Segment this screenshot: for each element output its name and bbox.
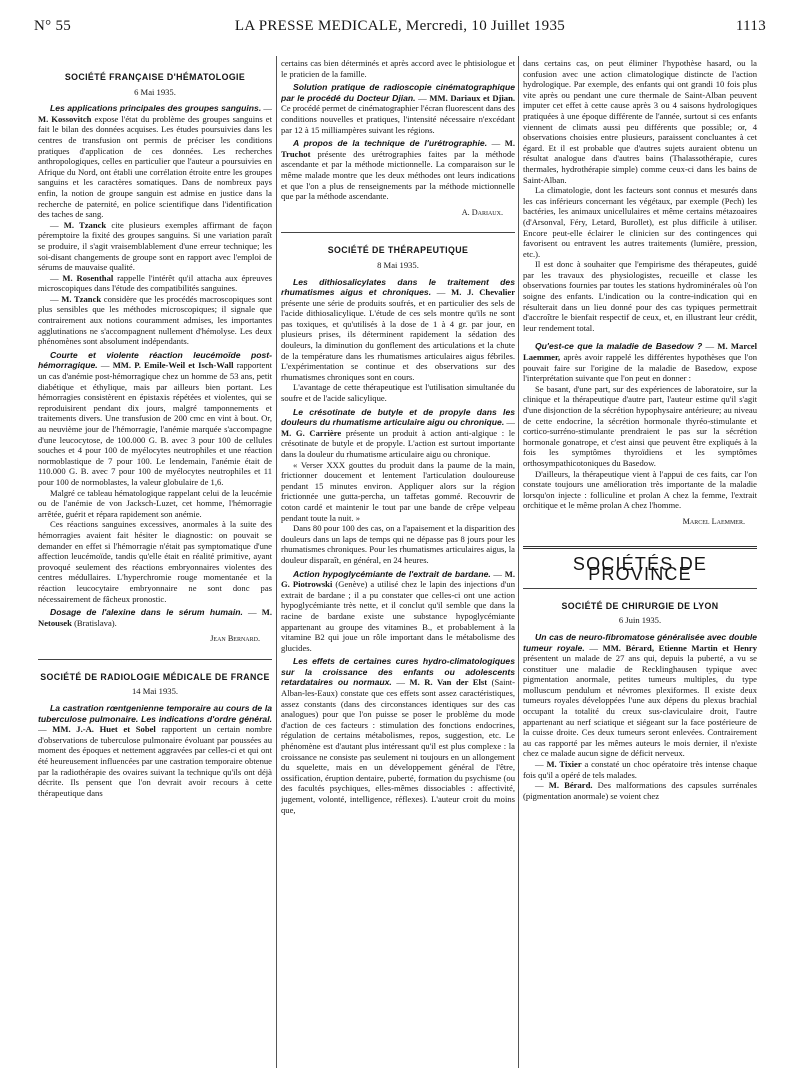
comment-text: a constaté un choc opératoire très intense chaque fois qu'il a opéré de tels malades.: [523, 759, 757, 780]
column-separator: [276, 56, 277, 1068]
comment-text: cite plusieurs exemples affirmant de façon péremptoire la fixité des groupes sanguins. Si une variation paraît se produire, il s'agit vraisemblablement d'une erreur technique; les soi-disant changements de groupe sont en rapport avec l'emploi de sérums de mauvaise qualité.: [38, 219, 272, 273]
column-3: [523, 58, 757, 1070]
article-author: MM. Dariaux et Djian.: [429, 92, 515, 103]
article: Courte et violente réaction leucémoïde post-hémorragique. — MM. P. Emile-Weil et Isch-Wall rapportent un cas d'anémie post-hémorragique chez un homme de 53 ans, petit diabétique et éthylique, mais par ailleurs bien portant. Les hémorragies consistèrent en épistaxis répétées et violentes, qui se reproduisirent pendant dix jours, malgré tamponnements et traitements divers. Une transfusion de 200 cmc en vint à bout. Or, au neuvième jour de l'hémorragie, l'anémie marquée s'accompagne d'une leucocytose, de 100.000 G. B. avec 3 pour 100 de cellules souches et 4 pour 100 de myélocytes neutrophiles et une réaction normoblastique de 7 pour 100. Le lendemain, l'anémie était de 110.000 G. B. avec 7 pour 100 de myélocytes neutrophiles et 11 pour 100 de normoblastes, la valeur globulaire de 1,6.: [38, 349, 272, 487]
signature: Jean Bernard.: [210, 634, 260, 644]
signature: A. Dariaux.: [461, 207, 503, 217]
paragraph: D'ailleurs, la thérapeutique vient à l'appui de ces faits, car l'on constate toujours une amélioration très importante de la maladie lorsqu'on injecte : folliculine et prolan A chez la femme, l'extrait orchitique et le même prolan A chez l'homme.: [523, 468, 757, 511]
article: Un cas de neuro-fibromatose généralisée avec double tumeur royale. — MM. Bérard, Etienne Martin et Henry présentent un malade de 27 ans qui, depuis la puberté, a vu se constituer une maladie de Recklinghausen typique avec pigmentation anormale, petites tumeurs multiples, du type molluscum pendulum et névromes plexiformes. Il existe deux tumeurs royales développées l'une aux dépens du plexus brachial occupant la totalité du creux sus-claviculaire droit, l'autre appartenant au nerf sciatique et siégeant sur la face postérieure de la cuisse droite. Ces deux tumeurs seront enlevées. Contrairement au cas rapporté par les mêmes auteurs le mois dernier, il n'existe chez ce malade aucun signe de déficit nerveux.: [523, 631, 757, 759]
article-author: MM. J.-A. Huet et Sobel: [52, 724, 156, 735]
section-divider: [523, 546, 757, 549]
comment: — M. Tixier a constaté un choc opératoire très intense chaque fois qu'il a opéré de tels malades.: [523, 759, 757, 780]
page-number: 1113: [735, 18, 766, 34]
section-divider: [38, 659, 272, 660]
article-text: rapportent un cas d'anémie post-hémorragique chez un homme de 53 ans, petit diabétique et éthylique, mais par ailleurs bien portant. Les hémorragies consistèrent en épistaxis répétées et violentes, qui se reproduisirent pendant dix jours, malgré tamponnements et traitements divers. Une transfusion de 200 cmc en vint à bout. Or, au neuvième jour de l'hémorragie, l'anémie marquée s'accompagne d'une leucocytose, de 100.000 G. B. avec 3 pour 100 de cellules souches et 4 pour 100 de myélocytes neutrophiles et une réaction normoblastique de 7 pour 100. Le lendemain, l'anémie était de 110.000 G. B. avec 7 pour 100 de myélocytes neutrophiles et 11 pour 100 de normoblastes, la valeur globulaire de 1,6.: [38, 360, 272, 487]
article-title: Les effets de certaines cures hydro-climatologiques sur la croissance des enfants ou adolescents retardataires ou normaux.: [281, 656, 515, 688]
article-title: Action hypoglycémiante de l'extrait de bardane.: [293, 568, 491, 579]
article-author: M. Marcel Laemmer,: [523, 341, 757, 363]
comment-author: M. Tzanck: [63, 219, 107, 230]
article: Solution pratique de radioscopie cinématographique par le procédé du Docteur Djian. — MM. Dariaux et Djian. Ce procédé permet de cinématographier l'écran fluorescent dans des conditions nouvelles et pratiques, l'intensité nécessaire n'excédant par 12 à 15 milliampères suivant les régions.: [281, 82, 515, 135]
column-separator: [518, 56, 519, 1068]
comment-text: Des malformations des capsules surrénales (pigmentation anormale) se voient chez: [523, 780, 757, 801]
article-author: M. Netousek: [38, 607, 272, 628]
article-text: après avoir rappelé les différentes hypothèses que l'on pouvait faire sur l'origine de la maladie de Basedow, expose l'interprétation suivante que l'on peut en donner :: [523, 352, 757, 384]
section-divider: [281, 232, 515, 233]
signature: Marcel Laemmer.: [682, 516, 745, 526]
article-author: M. R. Van der Elst: [409, 677, 488, 688]
section-heading: SOCIÉTÉ DE CHIRURGIE DE LYON: [561, 600, 719, 611]
journal-title: LA PRESSE MEDICALE, Mercredi, 10 Juillet 1935: [234, 18, 566, 34]
comment-text: rappelle l'intérêt qu'il attacha aux épreuves microscopiques dans l'étude des compatibilités sanguines.: [38, 272, 272, 294]
article-title: A propos de la technique de l'urétrographie.: [293, 138, 488, 149]
section-date: 14 Mai 1935.: [131, 686, 179, 697]
article-title: Courte et violente réaction leucémoïde post-hémorragique.: [38, 349, 272, 371]
article-author: M. Kossovitch: [38, 113, 92, 124]
section-divider: [523, 588, 757, 589]
article-title: Qu'est-ce que la maladie de Basedow ?: [535, 341, 703, 352]
article: Les applications principales des groupes sanguins. — M. Kossovitch expose l'état du problème des groupes sanguins et fait le bilan des données acquises. Les études poursuivies dans les centres de transfusion ont permis de préciser les conditions pratiques d'application de ces données. Les recherches anthropologiques, celles en particulier que l'auteur a poursuivies en Afrique du Nord, ont établi une corrélation étroite entre les groupes sanguins et les caractères somatiques. Dans de nombreux pays enfin, la notion de groupe sanguin est admise en justice dans la recherche de paternité, en police scientifique dans l'identification des taches de sang.: [38, 103, 272, 220]
article-title: Solution pratique de radioscopie cinématographique par le procédé du Docteur Djian.: [281, 82, 515, 103]
section-heading: SOCIÉTÉ DE RADIOLOGIE MÉDICALE DE FRANCE: [40, 671, 270, 682]
article: Action hypoglycémiante de l'extrait de bardane. — M. G. Piotrowski (Genève) a utilisé chez le lapin des injections d'un extrait de bardane ; il a pu constater que celles-ci ont une action hypoglycémiante très nette, et il conclut qu'il semble que dans la racine de bardane existe une substance hypoglycémiante appartenant au groupe des vitamines B., et probablement à la vitamine B2 qui joue un rôle important dans le métabolisme des glucides.: [281, 568, 515, 653]
comment-author: M. Bérard.: [548, 780, 593, 791]
paragraph: L'avantage de cette thérapeutique est l'utilisation simultanée du soufre et de l'acide salicylique.: [281, 382, 515, 404]
article-text: présente une série de produits soufrés, et en particulier des sels de l'acide dithiosalicylique. L'étude de ces sels montre qu'ils ne sont pas toxiques, et qu'utilisés à la dose de 1 à 4 gr. par jour, en plusieurs prises, ils déterminent rapidement la sédation des douleurs, la diminution du gonflement des articulations et la chute de la température dans les rhumatismes articulaires aigus fébriles. L'expérimentation se continue et des observations sur des rhumatismes chroniques sont en cours.: [281, 297, 515, 382]
section-date: 8 Mai 1935.: [377, 259, 419, 270]
comment: — M. Tzanck cite plusieurs exemples affirmant de façon péremptoire la fixité des groupes sanguins. Si une variation paraît se produire, il s'agit vraisemblablement d'une erreur technique; les soi-disant changements de groupe sont en rapport avec l'emploi de sérums de mauvaise qualité.: [38, 219, 272, 273]
comment-text: considère que les procédés macroscopiques sont plus sensibles que les méthodes microscopiques; il signale que contrairement aux notions couramment admises, les importantes agglutinations ne s'accompagnent nullement d'hémolyse. Les deux phénomènes sont absolument indépendants.: [38, 293, 272, 347]
article-author: M. G. Carrière: [281, 427, 342, 438]
issue-number: N° 55: [34, 18, 72, 34]
article-title: La castration rœntgenienne temporaire au cours de la tuberculose pulmonaire. Les indications d'ordre général.: [38, 703, 272, 724]
column-1: [38, 58, 272, 1070]
article-text: (Saint-Alban-les-Eaux) constate que ces effets sont assez caractéristiques, assez constants (dans des circonstances identiques sur des cas analogues) pour que l'on puisse se poser le problème du mode d'action de ces facteurs : stimulation des fonctions endocrines, régulation de certains métabolismes, repos, suggestion, etc. Le phénomène est d'autant plus intéressant qu'il est plus complexe : la croissance ne consiste pas seulement ni toujours en un allongement du squelette, mais en un développement général de l'être, ossification, éruption dentaire, puberté, formation du psychisme (ou des facultés psychiques, elles-mêmes dissociables : affectivité, jugement, volonté, intelligence, réflexes). L'auteur croit du moins que,: [281, 677, 515, 815]
section-heading: SOCIÉTÉ DE THÉRAPEUTIQUE: [327, 245, 469, 256]
comment: — M. Tzanck considère que les procédés macroscopiques sont plus sensibles que les méthodes microscopiques; il signale que contrairement aux notions couramment admises, les importantes agglutinations ne s'accompagnent nullement d'hémolyse. Les deux phénomènes sont absolument indépendants.: [38, 293, 272, 347]
article: Le crésotinate de butyle et de propyle dans les douleurs du rhumatisme articulaire aigu ou chronique. — M. G. Carrière présente un produit à action anti-algique : le crésotinate de butyle et de propyle. L'action est surtout importante dans la douleur du rhumatisme articulaire aigu ou chronique.: [281, 406, 515, 459]
comment: — M. Bérard. Des malformations des capsules surrénales (pigmentation anormale) se voient chez: [523, 780, 757, 801]
article-text: (Bratislava).: [74, 617, 117, 628]
paragraph: Dans 80 pour 100 des cas, on a l'apaisement et la disparition des douleurs dans un laps de temps qui ne dépasse pas 8 jours pour les rhumatismes chroniques. Pour les rhumatismes articulaires aigus, la douleur disparaît, en général, en 24 heures.: [281, 523, 515, 565]
article-text: Ce procédé permet de cinématographier l'écran fluorescent dans des conditions nouvelles et pratiques, l'intensité nécessaire n'excédant par 12 à 15 milliampères suivant les régions.: [281, 103, 515, 135]
comment: — M. Rosenthal rappelle l'intérêt qu'il attacha aux épreuves microscopiques dans l'étude des compatibilités sanguines.: [38, 272, 272, 294]
column-2: [281, 58, 515, 1070]
paragraph: certains cas bien déterminés et après accord avec le phtisiologue et le praticien de la famille.: [281, 58, 515, 79]
page-header: [34, 18, 766, 40]
article: La castration rœntgenienne temporaire au cours de la tuberculose pulmonaire. Les indications d'ordre général. — MM. J.-A. Huet et Sobel rapportent un certain nombre d'observations de tuberculose pulmonaire évoluant par poussées au moment des époques et nettement aggravées par celles-ci et qui ont été heureusement influencées par une castration temporaire obtenue par la radiothérapie des ovaires suivant la technique qu'ils ont déjà décrite. Ils pensent que l'on devrait avoir recours à cette thérapeutique dans: [38, 703, 272, 798]
article-title: Les dithiosalicylates dans le traitement des rhumatismes aigus et chroniques.: [281, 276, 515, 298]
big-heading: SOCIÉTÉS DE PROVINCE: [572, 553, 708, 585]
paragraph: « Verser XXX gouttes du produit dans la paume de la main, frictionner doucement et lentement l'articulation douloureuse pendant 15 minutes environ. Appliquer alors sur la région frictionnée une gutta-percha, un taffetas gommé. Recouvrir de coton cardé et maintenir le tout par une bande de crêpe velpeau pendant toute la nuit. »: [281, 459, 515, 523]
article-text: présente un produit à action anti-algique : le crésotinate de butyle et de propyle. L'action est surtout importante dans la douleur du rhumatisme articulaire aigu ou chronique.: [281, 427, 515, 459]
article-text: expose l'état du problème des groupes sanguins et fait le bilan des données acquises. Les études poursuivies dans les centres de transfusion ont permis de préciser les conditions pratiques d'application de ces données. Les recherches anthropologiques, celles en particulier que l'auteur a poursuivies en Afrique du Nord, ont établi une corrélation étroite entre les groupes sanguins et les caractères somatiques. Dans de nombreux pays enfin, la notion de groupe sanguin est admise en justice dans la recherche de paternité, en police scientifique dans l'identification des taches de sang.: [38, 113, 272, 220]
article: Qu'est-ce que la maladie de Basedow ? — M. Marcel Laemmer, après avoir rappelé les différentes hypothèses que l'on pouvait faire sur l'origine de la maladie de Basedow, expose l'interprétation suivante que l'on peut en donner :: [523, 341, 757, 384]
section-heading: SOCIÉTÉ FRANÇAISE D'HÉMATOLOGIE: [64, 72, 246, 82]
comment-author: M. Rosenthal: [62, 272, 114, 283]
article-title: Le crésotinate de butyle et de propyle dans les douleurs du rhumatisme articulaire aigu ou chronique.: [281, 406, 515, 428]
article-author: M. Truchot: [281, 138, 515, 159]
article-text: présente des urétrographies faites par la méthode ascendante et par la méthode mictionnelle. La comparaison sur le même malade montre que les deux méthodes ont leurs indications et que l'on a plus de renseignements par la méthode mictionnelle que par la méthode ascendante.: [281, 148, 515, 202]
article-title: Un cas de neuro-fibromatose généralisée avec double tumeur royale.: [523, 631, 757, 653]
paragraph: Ces réactions sanguines excessives, anormales à la suite des hémorragies avaient fait hésiter le diagnostic: on pouvait se demander en effet si l'hémorragie n'était pas symptomatique d'une affection leucémoïde, tandis qu'elle était en réalité primitive, ayant provoqué seulement des réactions embryonnaires violentes des centres médullaires. L'hyperchromie rouge momentanée et la réaction leucocytaire embryonnaire ne sont donc pas nécessairement de fâcheux pronostic.: [38, 519, 272, 604]
article: A propos de la technique de l'urétrographie. — M. Truchot présente des urétrographies faites par la méthode ascendante et par la méthode mictionnelle. La comparaison sur le même malade montre que les deux méthodes ont leurs indications et que l'on a plus de renseignements par la méthode mictionnelle que par la méthode ascendante.: [281, 138, 515, 202]
section-date: 6 Juin 1935.: [618, 615, 662, 626]
comment-author: M. Tzanck: [61, 293, 102, 304]
paragraph: La climatologie, dont les facteurs sont connus et mesurés dans les cas inférieurs concernant les végétaux, par exemple (Pech) les bactéries, les animaux unicellulaires et même certains métazoaires (d'Arsonval, Féry, Letard, Burollet), est plus difficile à utiliser. Encore peut-elle éclairer le clinicien sur des contingences qui favorisent ou entravent les autres traitements (lumière, pression, etc.).: [523, 185, 757, 259]
article: Les effets de certaines cures hydro-climatologiques sur la croissance des enfants ou adolescents retardataires ou normaux. — M. R. Van der Elst (Saint-Alban-les-Eaux) constate que ces effets sont assez caractéristiques, assez constants (dans des circonstances identiques sur des cas analogues) pour que l'on puisse se poser le problème du mode d'action de ces facteurs : stimulation des fonctions endocrines, régulation de certains métabolismes, repos, suggestion, etc. Le phénomène est d'autant plus intéressant qu'il est plus complexe : la croissance ne consiste pas seulement ni toujours en un allongement du squelette, mais en un développement général de l'être, ossification, éruption dentaire, puberté, formation du psychisme (ou des facultés psychiques, elles-mêmes dissociables : affectivité, jugement, volonté, intelligence, réflexes). L'auteur croit du moins que,: [281, 656, 515, 815]
article-title: Dosage de l'alexine dans le sérum humain.: [50, 607, 243, 618]
paragraph: Malgré ce tableau hématologique rappelant celui de la leucémie ou de l'anémie de von Jacksch-Luzet, cet homme, l'hémorragie arrêtée, guérit et répara rapidement son anémie.: [38, 487, 272, 519]
comment-author: M. Tixier: [546, 759, 582, 770]
article-author: M. G. Piotrowski: [281, 568, 515, 590]
article: Dosage de l'alexine dans le sérum humain. — M. Netousek (Bratislava).: [38, 607, 272, 628]
article-author: MM. P. Emile-Weil et Isch-Wall: [112, 360, 234, 371]
article-text: rapportent un certain nombre d'observations de tuberculose pulmonaire évoluant par poussées au moment des époques et nettement aggravées par celles-ci et qui ont été heureusement influencées par une castration temporaire obtenue par la radiothérapie des ovaires suivant la technique qu'ils ont déjà décrite. Ils pensent que l'on devrait avoir recours à cette thérapeutique dans: [38, 724, 272, 798]
article-text: présentent un malade de 27 ans qui, depuis la puberté, a vu se constituer une maladie de Recklinghausen typique avec pigmentation anormale, petites tumeurs multiples, du type molluscum pendulum et névromes plexiformes. Il existe deux tumeurs royales développées l'une aux dépens du plexus brachial occupant la totalité du creux sus-claviculaire droit, l'autre appartenant au nerf sciatique et siégeant sur la face postérieure de la cuisse droite. Ces deux tumeurs seront enlevées. Contrairement au cas rapporté par les mêmes auteurs le mois dernier, il n'existe chez ce malade aucun signe de déficit nerveux.: [523, 653, 757, 759]
article-title: Les applications principales des groupes sanguins.: [50, 103, 262, 114]
article-author: M. J. Chevalier: [451, 287, 515, 298]
paragraph: Il est donc à souhaiter que l'empirisme des thérapeutes, guidé par les travaux des physiologistes, recueille et classe les observations fournies par toutes les stations hydrominérales où l'on soigne des enfants. L'indication ou la contre-indication qui en résulterait dans un lieu donné pour des cas typiques permettrait d'accroître le bienfait respectif de ceux, et, en illustrant leur crédit, leur rendement total.: [523, 259, 757, 333]
paragraph: dans certains cas, on peut éliminer l'hypothèse hasard, ou la confusion avec une action climatologique distincte de l'action hydrologique. Par exemple, des enfants qui ont grandi 10 fois plus vite après ou pendant une cure thermale de Saint-Alban peuvent imputer cet effet à cette cause après 3 ou 4 saisons hydrologiques pratiquées à une époque différente de l'année, surtout si ces enfants viennent de climats aussi peu différents que possible; or, 4 observations choisies entre plusieurs, paraissent concluantes à cet égard. Et il est probable que d'autres sujets auraient obtenu un résultat analogue dans d'autres bains (Thalassothérapie, cures thermales, hydrothérapie simple) comme ceux-ci dans les bains de Saint-Alban.: [523, 58, 757, 185]
paragraph: Se basant, d'une part, sur des expériences de laboratoire, sur la clinique et la thérapeutique d'autre part, l'auteur estime qu'il s'agit d'une disjonction de la sécrétion hypophysaire antérieure; au niveau de cette endocrine, la sécrétion hormonale thyréo-stimulante et cortico-surréno-stimulante prendraient le pas sur la sécrétion hormonale gonatrope, et c'est ainsi que peuvent être expliqués à la fois les symptômes thyroïdiens et les symptômes orthosympathicotoniques du Basedow.: [523, 383, 757, 468]
article: Les dithiosalicylates dans le traitement des rhumatismes aigus et chroniques. — M. J. Chevalier présente une série de produits soufrés, et en particulier des sels de l'acide dithiosalicylique. L'étude de ces sels montre qu'ils ne sont pas toxiques, et qu'utilisés à la dose de 1 à 4 gr. par jour, en plusieurs prises, ils déterminent rapidement la sédation des douleurs, la diminution du gonflement des articulations et la chute de la température dans les rhumatismes articulaires aigus fébriles. L'expérimentation se continue et des observations sur des rhumatismes chroniques sont en cours.: [281, 276, 515, 382]
article-text: (Genève) a utilisé chez le lapin des injections d'un extrait de bardane ; il a pu constater que celles-ci ont une action hypoglycémiante très nette, et il conclut qu'il semble que dans la racine de bardane existe une substance hypoglycémiante appartenant au groupe des vitamines B., et probablement à la vitamine B2 qui joue un rôle important dans le métabolisme des glucides.: [281, 579, 515, 653]
article-author: MM. Bérard, Etienne Martin et Henry: [602, 642, 757, 653]
section-date: 6 Mai 1935.: [134, 86, 176, 97]
